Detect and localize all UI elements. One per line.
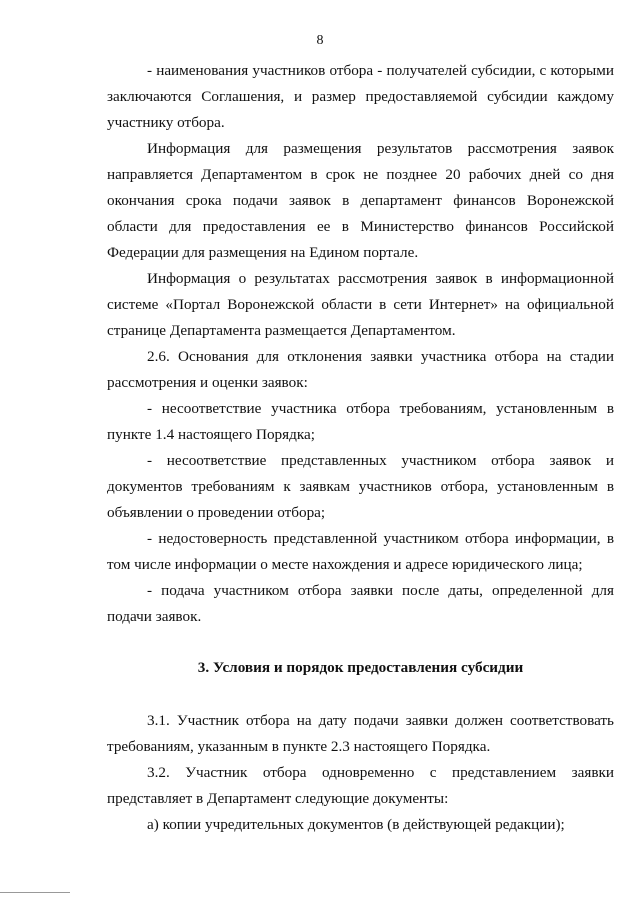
list-item-noncompliance-documents: - несоответствие представленных участником отбора заявок и документов требованиям к заявкам участников отбора, установленным в объявлении о проведении отбора; bbox=[107, 452, 614, 521]
list-item-unreliable-information: - недостоверность представленной участником отбора информации, в том числе информации о месте нахождения и адресе юридического лица; bbox=[107, 530, 614, 573]
paragraph-3-2: 3.2. Участник отбора одновременно с представлением заявки представляет в Департамент следующие документы: bbox=[107, 764, 614, 807]
section-heading-3: 3. Условия и порядок предоставления субсидии bbox=[197, 659, 524, 676]
paragraph-results-portal-info: Информация о результатах рассмотрения заявок в информационной системе «Портал Воронежской области в сети Интернет» на официальной странице Департамента размещается Департаментом. bbox=[107, 270, 614, 339]
page-number: 8 bbox=[316, 33, 324, 48]
page-bottom-rule bbox=[0, 892, 70, 893]
paragraph-rejection-grounds-intro: 2.6. Основания для отклонения заявки участника отбора на стадии рассмотрения и оценки заявок: bbox=[107, 348, 614, 391]
paragraph-3-1: 3.1. Участник отбора на дату подачи заявки должен соответствовать требованиям, указанным в пункте 2.3 настоящего Порядка. bbox=[107, 712, 614, 755]
document-body bbox=[107, 58, 614, 838]
list-item-a-founding-documents: а) копии учредительных документов (в действующей редакции); bbox=[147, 816, 565, 833]
paragraph-results-placement-info: Информация для размещения результатов рассмотрения заявок направляется Департаментом в срок не позднее 20 рабочих дней со дня окончания срока подачи заявок в департамент финансов Воронежской области для предоставления ее в Министерство финансов Российской Федерации для размещения на Едином портале. bbox=[107, 140, 614, 261]
paragraph-participants-names: - наименования участников отбора - получателей субсидии, с которыми заключаются Соглашения, и размер предоставляемой субсидии каждому участнику отбора. bbox=[107, 62, 614, 131]
list-item-noncompliance-requirements: - несоответствие участника отбора требованиям, установленным в пункте 1.4 настоящего Порядка; bbox=[107, 400, 614, 443]
list-item-late-submission: - подача участником отбора заявки после даты, определенной для подачи заявок. bbox=[107, 582, 614, 625]
